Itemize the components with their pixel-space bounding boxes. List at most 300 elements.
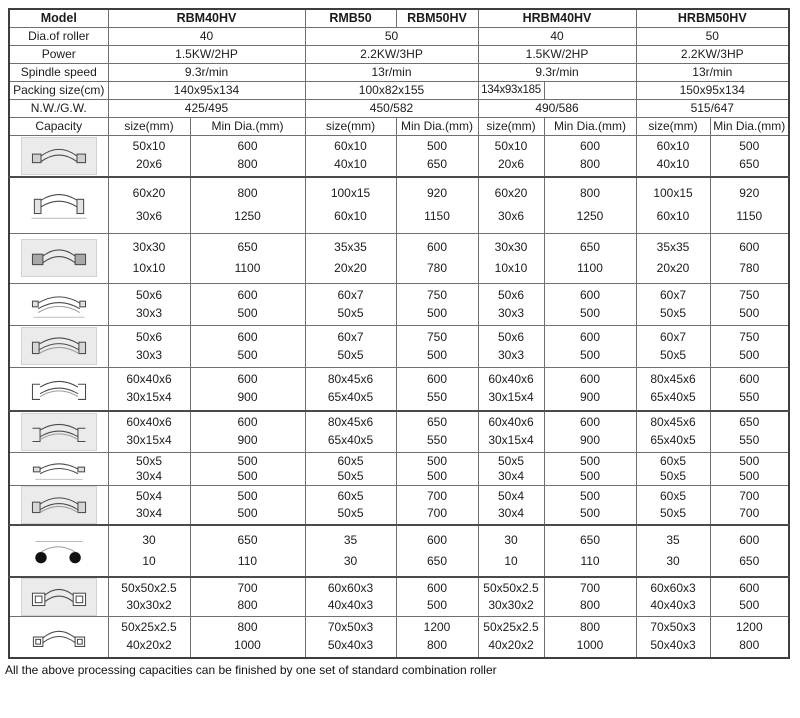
value-line: 50x50x2.5 bbox=[121, 580, 177, 595]
size-value-cell bbox=[478, 485, 544, 525]
size-value-cell bbox=[305, 485, 396, 525]
size-value-cell bbox=[636, 135, 710, 177]
size-value-cell bbox=[636, 233, 710, 283]
spec-value: 50 bbox=[636, 27, 789, 45]
value-line: 30 bbox=[142, 532, 156, 547]
min-dia-value-cell bbox=[544, 325, 636, 367]
value-line: 30x6 bbox=[135, 208, 163, 223]
model-rmb50: RMB50 bbox=[305, 9, 396, 27]
profile-icon-cell bbox=[9, 177, 108, 234]
value-line: 35x35 bbox=[334, 240, 367, 255]
spec-label: N.W./G.W. bbox=[9, 99, 108, 117]
value-line: 1000 bbox=[234, 637, 261, 652]
size-col-header: size(mm) bbox=[636, 117, 710, 135]
value-line: 750 bbox=[739, 329, 760, 344]
value-line: 20x6 bbox=[497, 156, 525, 171]
value-line: 500 bbox=[579, 505, 601, 520]
min-dia-value-cell bbox=[190, 233, 305, 283]
value-line: 550 bbox=[426, 432, 448, 447]
value-line: 500 bbox=[739, 453, 760, 468]
value-line: 1200 bbox=[423, 620, 451, 635]
size-value-cell bbox=[478, 367, 544, 411]
value-line: 30x30 bbox=[494, 240, 528, 255]
min-dia-col-header: Min Dia.(mm) bbox=[396, 117, 478, 135]
value-line: 35 bbox=[666, 532, 680, 547]
min-dia-value-cell bbox=[544, 577, 636, 617]
spec-value: 2.2KW/3HP bbox=[636, 45, 789, 63]
min-dia-value-cell bbox=[710, 616, 789, 658]
value-line: 60x7 bbox=[337, 329, 364, 344]
value-line: 35 bbox=[343, 532, 358, 547]
value-line: 600 bbox=[237, 371, 258, 386]
profile-icon-cell bbox=[9, 283, 108, 325]
size-value-cell bbox=[478, 452, 544, 485]
spec-value: 425/495 bbox=[108, 99, 305, 117]
min-dia-col-header: Min Dia.(mm) bbox=[190, 117, 305, 135]
value-line: 800 bbox=[237, 156, 258, 171]
channel-band-icon bbox=[26, 487, 92, 523]
value-line: 40x10 bbox=[334, 156, 367, 171]
value-line: 110 bbox=[580, 553, 600, 568]
capacity-row bbox=[9, 233, 789, 283]
min-dia-value-cell bbox=[190, 452, 305, 485]
rect-tube-icon bbox=[26, 619, 92, 655]
spec-label: Power bbox=[9, 45, 108, 63]
value-line: 700 bbox=[426, 488, 448, 503]
value-line: 60x40x6 bbox=[488, 415, 534, 430]
value-line: 60x40x6 bbox=[126, 415, 172, 430]
value-line: 920 bbox=[426, 186, 448, 201]
min-dia-col-header: Min Dia.(mm) bbox=[710, 117, 789, 135]
min-dia-value-cell bbox=[544, 177, 636, 234]
power-row bbox=[9, 45, 789, 63]
profile-icon-cell bbox=[9, 616, 108, 658]
value-line: 65x40x5 bbox=[650, 390, 696, 405]
value-line: 30x30x2 bbox=[488, 597, 534, 612]
capacity-row bbox=[9, 577, 789, 617]
value-line: 700 bbox=[739, 488, 760, 503]
value-line: 40x40x3 bbox=[650, 597, 696, 612]
min-dia-value-cell bbox=[710, 452, 789, 485]
value-line: 500 bbox=[579, 347, 601, 362]
size-value-cell bbox=[108, 411, 190, 453]
value-line: 30x15x4 bbox=[126, 432, 172, 447]
value-line: 30x4 bbox=[497, 505, 525, 520]
min-dia-value-cell bbox=[710, 177, 789, 234]
min-dia-value-cell bbox=[396, 452, 478, 485]
min-dia-value-cell bbox=[190, 177, 305, 234]
size-value-cell bbox=[478, 577, 544, 617]
size-value-cell bbox=[636, 485, 710, 525]
spec-label: Dia.of roller bbox=[9, 27, 108, 45]
value-line: 650 bbox=[426, 553, 448, 568]
model-hrbm50hv: HRBM50HV bbox=[636, 9, 789, 27]
value-line: 500 bbox=[579, 468, 601, 483]
value-line: 500 bbox=[426, 468, 448, 483]
value-line: 780 bbox=[426, 260, 448, 275]
value-line: 600 bbox=[237, 415, 258, 430]
min-dia-value-cell bbox=[710, 283, 789, 325]
size-value-cell bbox=[108, 325, 190, 367]
size-col-header: size(mm) bbox=[305, 117, 396, 135]
min-dia-value-cell bbox=[396, 411, 478, 453]
min-dia-value-cell bbox=[396, 283, 478, 325]
value-line: 500 bbox=[426, 305, 448, 320]
model-hrbm40hv: HRBM40HV bbox=[478, 9, 636, 27]
value-line: 700 bbox=[426, 505, 448, 520]
min-dia-value-cell bbox=[710, 411, 789, 453]
value-line: 500 bbox=[237, 305, 258, 320]
size-col-header: size(mm) bbox=[108, 117, 190, 135]
size-value-cell bbox=[108, 616, 190, 658]
size-value-cell bbox=[636, 177, 710, 234]
value-line: 10 bbox=[504, 553, 518, 568]
value-line: 1150 bbox=[424, 208, 450, 223]
angle-out-icon bbox=[26, 286, 92, 322]
value-line: 600 bbox=[237, 139, 258, 154]
value-line: 50x4 bbox=[135, 488, 163, 503]
profile-icon-cell bbox=[9, 577, 108, 617]
value-line: 80x45x6 bbox=[327, 415, 374, 430]
min-dia-col-header: Min Dia.(mm) bbox=[544, 117, 636, 135]
packing-size-row bbox=[9, 81, 789, 99]
capacity-row bbox=[9, 525, 789, 577]
value-line: 50x5 bbox=[337, 468, 364, 483]
capacity-label: Capacity bbox=[9, 117, 108, 135]
size-value-cell bbox=[478, 177, 544, 234]
spec-value: 150x95x134 bbox=[636, 81, 789, 99]
spec-value: 9.3r/min bbox=[478, 63, 636, 81]
value-line: 50x40x3 bbox=[327, 637, 374, 652]
value-line: 800 bbox=[579, 620, 601, 635]
value-line: 60x5 bbox=[337, 488, 364, 503]
value-line: 65x40x5 bbox=[327, 432, 374, 447]
size-value-cell bbox=[636, 325, 710, 367]
value-line: 500 bbox=[426, 347, 448, 362]
size-value-cell bbox=[305, 283, 396, 325]
value-line: 1200 bbox=[735, 620, 763, 635]
spec-value: 9.3r/min bbox=[108, 63, 305, 81]
value-line: 900 bbox=[579, 432, 601, 447]
size-value-cell bbox=[636, 411, 710, 453]
size-value-cell bbox=[478, 135, 544, 177]
value-line: 100x15 bbox=[330, 186, 371, 201]
value-line: 70x50x3 bbox=[650, 620, 696, 635]
tee-bar-icon bbox=[26, 452, 92, 485]
min-dia-value-cell bbox=[190, 616, 305, 658]
value-line: 60x10 bbox=[334, 208, 367, 223]
value-line: 50x6 bbox=[135, 329, 163, 344]
capacity-row bbox=[9, 485, 789, 525]
value-line: 10x10 bbox=[494, 260, 528, 275]
min-dia-value-cell bbox=[710, 577, 789, 617]
min-dia-value-cell bbox=[190, 325, 305, 367]
size-value-cell bbox=[108, 525, 190, 577]
value-line: 30 bbox=[504, 532, 518, 547]
value-line: 600 bbox=[579, 287, 601, 302]
value-line: 600 bbox=[739, 580, 760, 595]
value-line: 650 bbox=[739, 415, 760, 430]
model-rbm40hv: RBM40HV bbox=[108, 9, 305, 27]
value-line: 50x5 bbox=[660, 347, 687, 362]
value-line: 60x20 bbox=[494, 186, 528, 201]
value-line: 50x10 bbox=[494, 139, 528, 154]
spec-value: 100x82x155 bbox=[305, 81, 478, 99]
size-value-cell bbox=[305, 135, 396, 177]
value-line: 60x20 bbox=[132, 186, 166, 201]
value-line: 60x7 bbox=[660, 287, 687, 302]
footer-note: All the above processing capacities can be finished by one set of standard combination roller bbox=[5, 662, 497, 677]
min-dia-value-cell bbox=[190, 283, 305, 325]
profile-icon-cell bbox=[9, 452, 108, 485]
min-dia-value-cell bbox=[710, 367, 789, 411]
size-value-cell bbox=[478, 283, 544, 325]
value-line: 920 bbox=[739, 186, 760, 201]
value-line: 650 bbox=[426, 415, 448, 430]
min-dia-value-cell bbox=[544, 411, 636, 453]
value-line: 500 bbox=[739, 597, 760, 612]
value-line: 600 bbox=[579, 329, 601, 344]
value-line: 500 bbox=[579, 488, 601, 503]
value-line: 650 bbox=[739, 553, 760, 568]
flat-bar-flat-icon bbox=[26, 138, 92, 174]
value-line: 600 bbox=[739, 532, 760, 547]
min-dia-value-cell bbox=[396, 525, 478, 577]
value-line: 50x6 bbox=[497, 329, 525, 344]
size-value-cell bbox=[108, 283, 190, 325]
value-line: 30x4 bbox=[135, 468, 163, 483]
value-line: 900 bbox=[237, 432, 258, 447]
value-line: 780 bbox=[739, 260, 760, 275]
value-line: 600 bbox=[579, 415, 601, 430]
value-line: 800 bbox=[579, 156, 601, 171]
value-line: 30x3 bbox=[135, 305, 163, 320]
value-line: 30x15x4 bbox=[126, 390, 172, 405]
value-line: 30x30 bbox=[132, 240, 166, 255]
value-line: 70x50x3 bbox=[327, 620, 374, 635]
square-tube-icon bbox=[26, 579, 92, 615]
value-line: 60x7 bbox=[337, 287, 364, 302]
size-value-cell bbox=[636, 577, 710, 617]
size-value-cell bbox=[478, 525, 544, 577]
value-line: 50x25x2.5 bbox=[483, 620, 539, 635]
spec-value: 2.2KW/3HP bbox=[305, 45, 478, 63]
value-line: 50x5 bbox=[135, 453, 163, 468]
value-line: 60x5 bbox=[660, 453, 687, 468]
value-line: 60x5 bbox=[337, 453, 364, 468]
value-line: 110 bbox=[237, 553, 258, 568]
spec-table bbox=[8, 8, 790, 659]
size-value-cell bbox=[305, 233, 396, 283]
value-line: 50x6 bbox=[497, 287, 525, 302]
value-line: 30x15x4 bbox=[488, 432, 534, 447]
size-value-cell bbox=[108, 233, 190, 283]
spec-value: 40 bbox=[108, 27, 305, 45]
size-value-cell bbox=[636, 283, 710, 325]
value-line: 50x5 bbox=[660, 468, 687, 483]
channel-in-icon bbox=[26, 414, 92, 450]
value-line: 800 bbox=[739, 637, 760, 652]
min-dia-value-cell bbox=[544, 525, 636, 577]
value-line: 30x3 bbox=[497, 347, 525, 362]
value-line: 800 bbox=[237, 186, 258, 201]
value-line: 100x15 bbox=[653, 186, 693, 201]
value-line: 800 bbox=[579, 597, 601, 612]
value-line: 50x5 bbox=[497, 453, 525, 468]
size-value-cell bbox=[305, 525, 396, 577]
value-line: 600 bbox=[579, 371, 601, 386]
min-dia-value-cell bbox=[544, 616, 636, 658]
spec-value: 13r/min bbox=[636, 63, 789, 81]
size-value-cell bbox=[636, 367, 710, 411]
value-line: 650 bbox=[579, 532, 601, 547]
value-line: 650 bbox=[237, 532, 258, 547]
value-line: 500 bbox=[739, 347, 760, 362]
profile-icon-cell bbox=[9, 525, 108, 577]
min-dia-value-cell bbox=[544, 283, 636, 325]
value-line: 500 bbox=[426, 453, 448, 468]
value-line: 30x3 bbox=[497, 305, 525, 320]
min-dia-value-cell bbox=[396, 233, 478, 283]
value-line: 700 bbox=[579, 580, 601, 595]
spec-sheet bbox=[0, 8, 800, 677]
value-line: 500 bbox=[579, 305, 601, 320]
value-line: 800 bbox=[426, 637, 448, 652]
profile-icon-cell bbox=[9, 367, 108, 411]
value-line: 600 bbox=[237, 329, 258, 344]
min-dia-value-cell bbox=[710, 233, 789, 283]
min-dia-value-cell bbox=[190, 525, 305, 577]
value-line: 550 bbox=[739, 390, 760, 405]
profile-icon-cell bbox=[9, 485, 108, 525]
profile-icon-cell bbox=[9, 411, 108, 453]
value-line: 500 bbox=[237, 505, 258, 520]
capacity-row bbox=[9, 616, 789, 658]
value-line: 500 bbox=[237, 468, 258, 483]
value-line: 600 bbox=[739, 371, 760, 386]
value-line: 50x10 bbox=[132, 139, 166, 154]
value-line: 650 bbox=[237, 240, 258, 255]
size-value-cell bbox=[478, 233, 544, 283]
spec-value: 1.5KW/2HP bbox=[108, 45, 305, 63]
size-value-cell bbox=[478, 325, 544, 367]
size-value-cell bbox=[305, 616, 396, 658]
min-dia-value-cell bbox=[710, 485, 789, 525]
value-line: 10x10 bbox=[132, 260, 166, 275]
value-line: 60x10 bbox=[656, 208, 690, 223]
size-value-cell bbox=[478, 411, 544, 453]
value-line: 60x40x6 bbox=[126, 371, 172, 386]
min-dia-value-cell bbox=[396, 325, 478, 367]
capacity-row bbox=[9, 283, 789, 325]
size-value-cell bbox=[108, 452, 190, 485]
min-dia-value-cell bbox=[710, 525, 789, 577]
min-dia-value-cell bbox=[190, 367, 305, 411]
size-value-cell bbox=[478, 616, 544, 658]
value-line: 500 bbox=[579, 453, 601, 468]
value-line: 20x20 bbox=[656, 260, 690, 275]
value-line: 600 bbox=[237, 287, 258, 302]
size-value-cell bbox=[305, 325, 396, 367]
value-line: 500 bbox=[426, 597, 448, 612]
value-line: 30 bbox=[343, 553, 358, 568]
value-line: 600 bbox=[426, 240, 448, 255]
value-line: 20x20 bbox=[334, 260, 367, 275]
capacity-row bbox=[9, 452, 789, 485]
value-line: 30x4 bbox=[135, 505, 163, 520]
value-line: 50x5 bbox=[337, 505, 364, 520]
value-line: 40x20x2 bbox=[126, 637, 172, 652]
spindle-speed-row bbox=[9, 63, 789, 81]
value-line: 800 bbox=[579, 186, 601, 201]
value-line: 750 bbox=[426, 287, 448, 302]
min-dia-value-cell bbox=[190, 411, 305, 453]
value-line: 60x60x3 bbox=[327, 580, 374, 595]
value-line: 60x60x3 bbox=[650, 580, 696, 595]
value-line: 60x7 bbox=[660, 329, 687, 344]
value-line: 750 bbox=[426, 329, 448, 344]
min-dia-value-cell bbox=[396, 135, 478, 177]
value-line: 35x35 bbox=[656, 240, 690, 255]
value-line: 30x15x4 bbox=[488, 390, 534, 405]
spec-label: Packing size(cm) bbox=[9, 81, 108, 99]
value-line: 40x20x2 bbox=[488, 637, 534, 652]
value-line: 30 bbox=[666, 553, 680, 568]
value-line: 500 bbox=[237, 347, 258, 362]
min-dia-value-cell bbox=[396, 177, 478, 234]
profile-icon-cell bbox=[9, 325, 108, 367]
size-value-cell bbox=[636, 616, 710, 658]
value-line: 65x40x5 bbox=[327, 390, 374, 405]
value-line: 50x40x3 bbox=[650, 637, 696, 652]
value-line: 10 bbox=[142, 553, 156, 568]
min-dia-value-cell bbox=[544, 367, 636, 411]
min-dia-value-cell bbox=[396, 616, 478, 658]
size-value-cell bbox=[636, 525, 710, 577]
round-bar-icon bbox=[26, 533, 92, 569]
min-dia-value-cell bbox=[396, 367, 478, 411]
value-line: 600 bbox=[579, 139, 601, 154]
value-line: 80x45x6 bbox=[650, 415, 696, 430]
size-value-cell bbox=[305, 577, 396, 617]
value-line: 50x5 bbox=[660, 305, 687, 320]
value-line: 600 bbox=[426, 532, 448, 547]
profile-icon-cell bbox=[9, 135, 108, 177]
value-line: 700 bbox=[237, 580, 258, 595]
capacity-row bbox=[9, 135, 789, 177]
value-line: 50x6 bbox=[135, 287, 163, 302]
value-line: 80x45x6 bbox=[327, 371, 374, 386]
value-line: 50x25x2.5 bbox=[121, 620, 177, 635]
size-value-cell bbox=[636, 452, 710, 485]
value-line: 60x40x6 bbox=[488, 371, 534, 386]
min-dia-value-cell bbox=[190, 485, 305, 525]
value-line: 800 bbox=[237, 597, 258, 612]
angle-in-icon bbox=[26, 328, 92, 364]
value-line: 50x5 bbox=[660, 505, 687, 520]
spec-value: 40 bbox=[478, 27, 636, 45]
model-row bbox=[9, 9, 789, 27]
value-line: 30x30x2 bbox=[126, 597, 172, 612]
size-value-cell bbox=[305, 452, 396, 485]
capacity-row bbox=[9, 325, 789, 367]
value-line: 1150 bbox=[736, 208, 763, 223]
value-line: 40x40x3 bbox=[327, 597, 374, 612]
flat-bar-edge-icon bbox=[26, 187, 92, 223]
spec-label: Spindle speed bbox=[9, 63, 108, 81]
spec-value: 515/647 bbox=[636, 99, 789, 117]
value-line: 1000 bbox=[576, 637, 604, 652]
